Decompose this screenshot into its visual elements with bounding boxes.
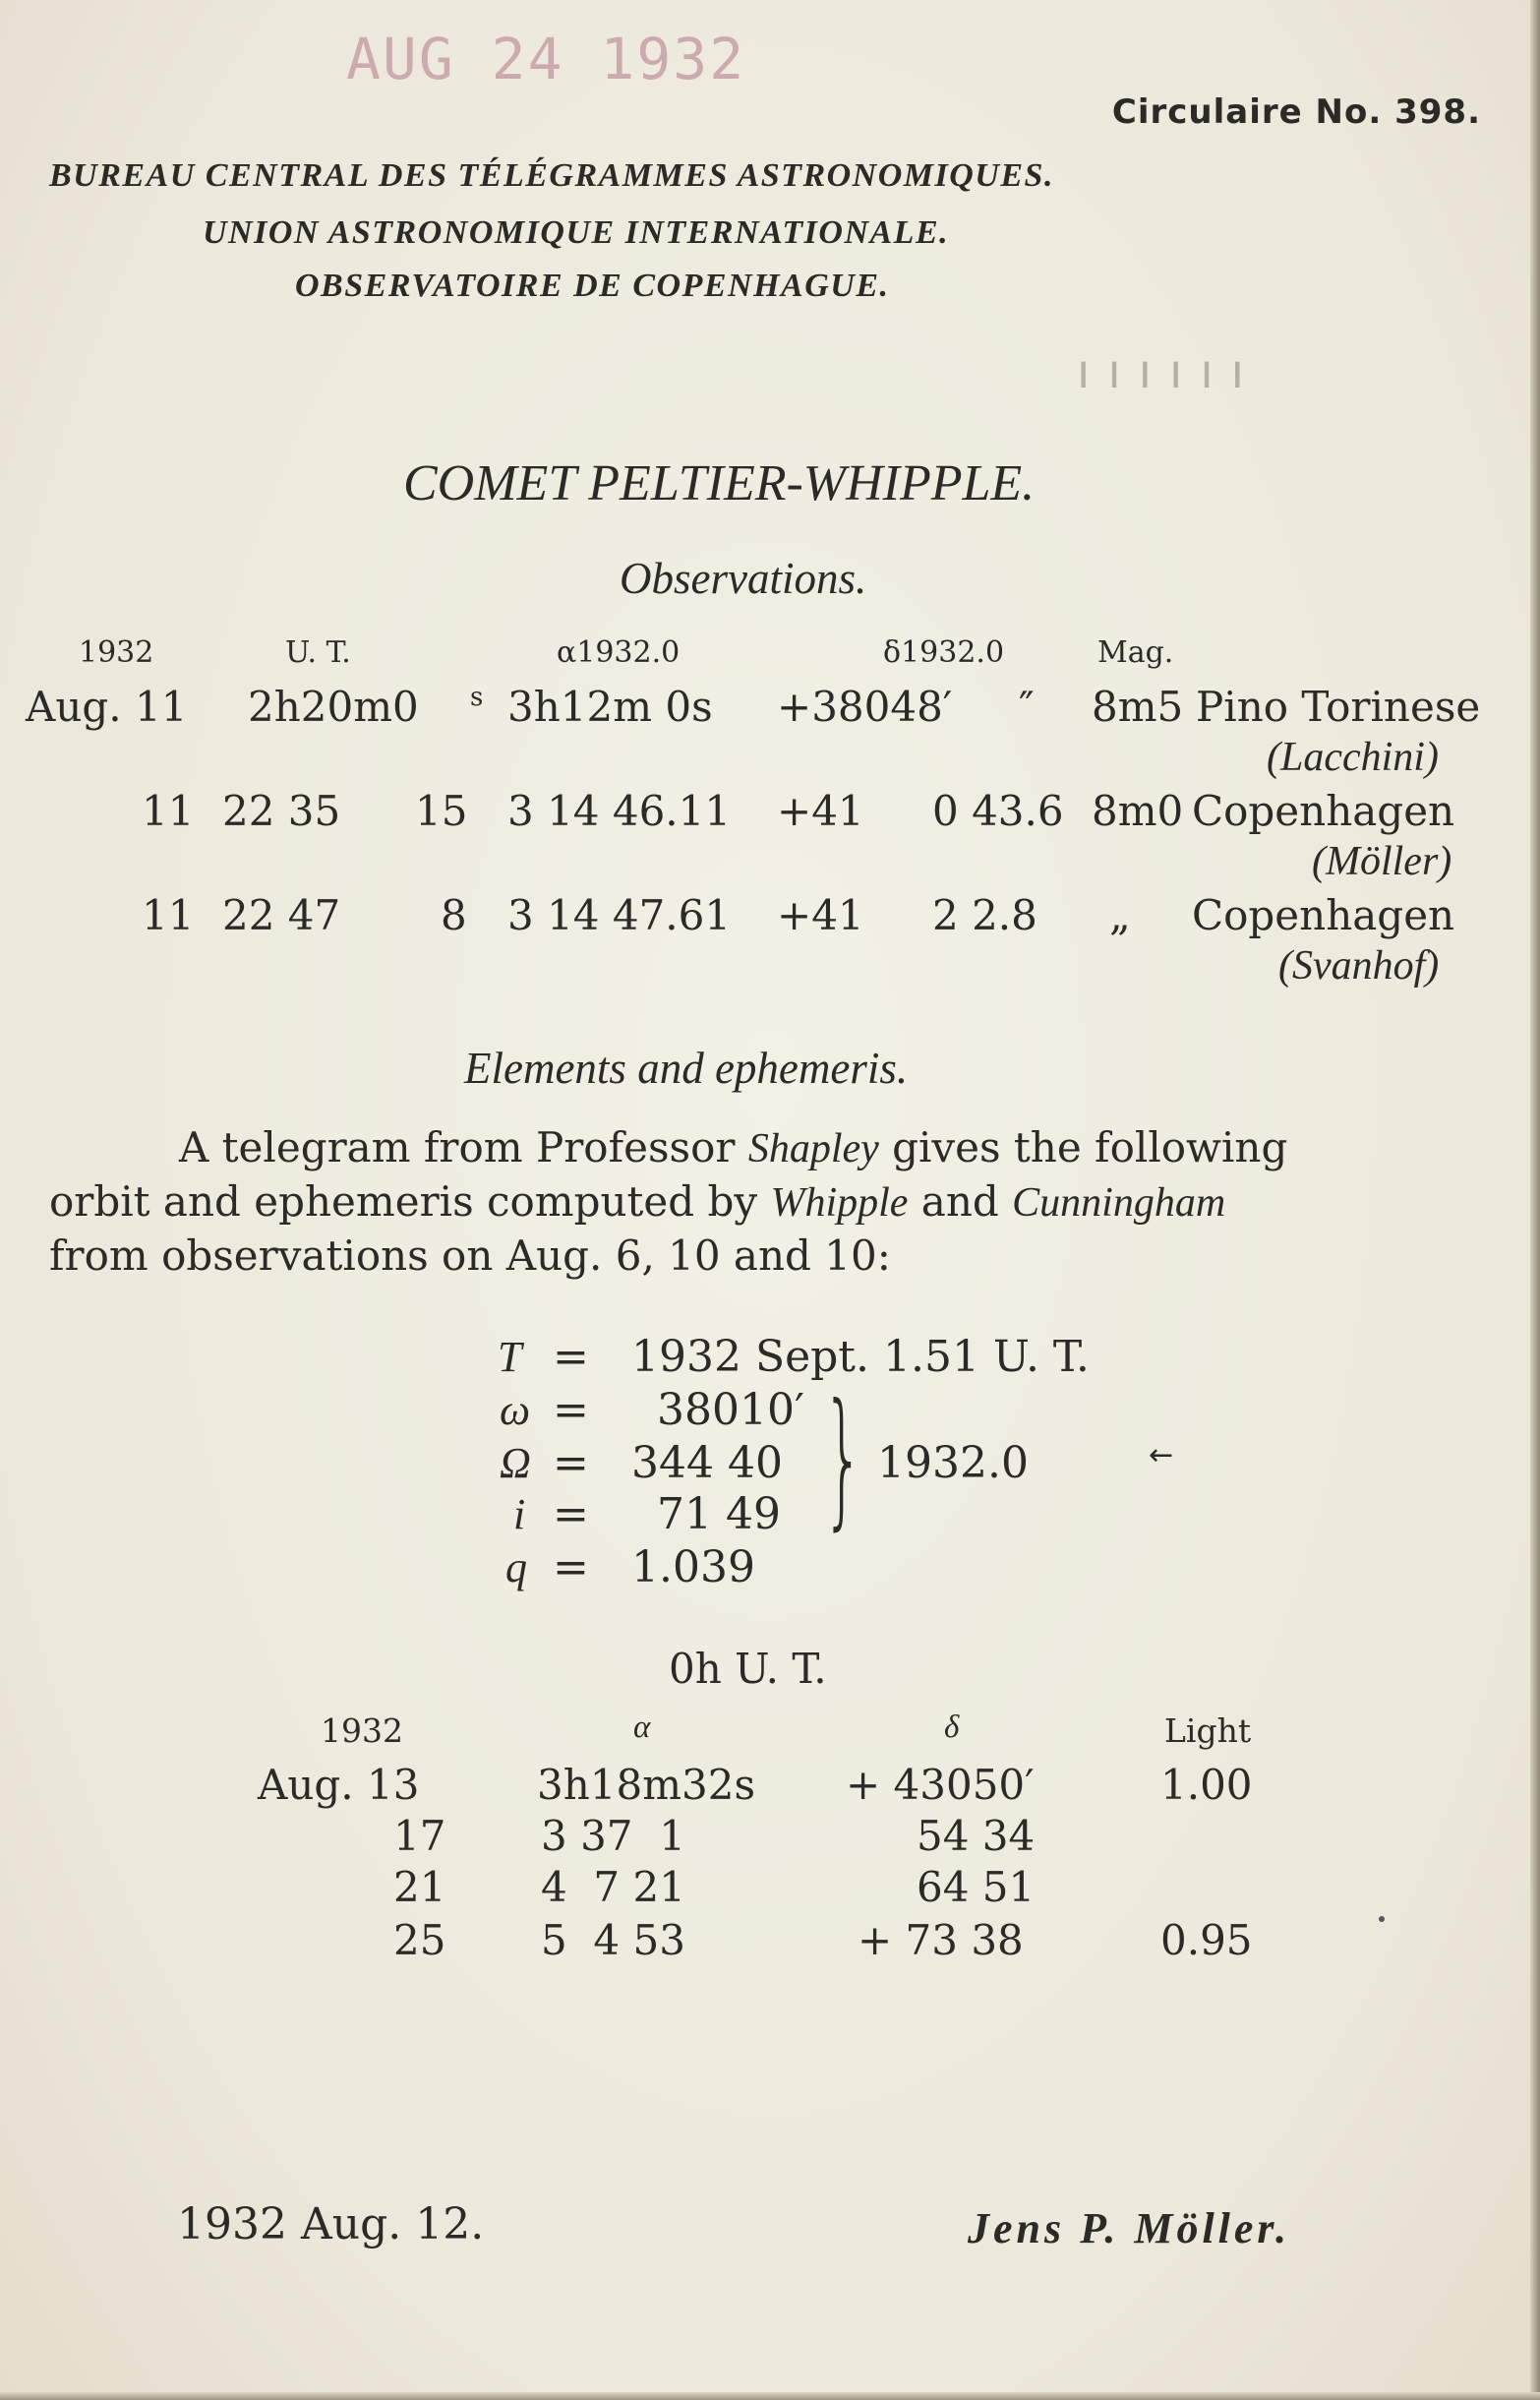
eph-row1-alpha: 3h18m32s — [537, 1761, 756, 1809]
obs-row1-date: Aug. 11 — [26, 683, 188, 731]
paragraph-line3: from observations on Aug. 6, 10 and 10: — [49, 1231, 891, 1280]
element-omega-equals: = — [553, 1385, 589, 1435]
element-node-label: Ω — [500, 1439, 531, 1487]
name-cunningham: Cunningham — [1012, 1180, 1226, 1226]
element-node-value: 344 40 — [631, 1438, 783, 1488]
received-date-stamp: AUG 24 1932 — [346, 26, 746, 92]
element-T-label: T — [498, 1333, 522, 1381]
obs-row1-ut-seconds: s — [470, 683, 484, 712]
element-T-equals: = — [553, 1332, 589, 1382]
eph-row1-delta: + 43050′ — [846, 1761, 1035, 1809]
eph-col-delta: δ — [944, 1710, 960, 1745]
element-i-equals: = — [553, 1489, 589, 1539]
comet-title: COMET PELTIER-WHIPPLE. — [403, 455, 1036, 511]
issue-date: 1932 Aug. 12. — [177, 2199, 485, 2250]
obs-col-mag: Mag. — [1097, 635, 1174, 670]
obs-row2-mag: 8m0 — [1092, 787, 1184, 835]
element-q-label: q — [505, 1543, 527, 1591]
obs-row3-ut: 22 47 — [222, 891, 341, 939]
eph-row4-light: 0.95 — [1160, 1916, 1253, 1964]
eph-col-light: Light — [1164, 1711, 1252, 1750]
paragraph-line2 — [49, 1175, 1287, 1230]
element-omega-label: ω — [500, 1386, 531, 1434]
obs-row2-date: 11 — [142, 787, 195, 835]
obs-row3-observer: (Svanhof) — [1278, 943, 1440, 989]
obs-row1-observer: (Lacchini) — [1267, 735, 1439, 780]
eph-row4-delta: + 73 38 — [858, 1916, 1024, 1964]
obs-row3-place: Copenhagen — [1192, 891, 1455, 939]
obs-row1-delta: +38048′ — [777, 683, 953, 731]
obs-row2-alpha: 3 14 46.11 — [507, 787, 732, 835]
obs-row3-ut-seconds: 8 — [441, 891, 467, 939]
margin-arrow-mark: ← — [1149, 1438, 1174, 1472]
obs-col-year: 1932 — [79, 635, 154, 670]
ink-speck — [1379, 1916, 1385, 1922]
eph-row3-delta: 64 51 — [917, 1863, 1036, 1911]
eph-row1-light: 1.00 — [1160, 1761, 1253, 1809]
eph-row3-alpha: 4 7 21 — [541, 1863, 685, 1911]
eph-row2-alpha: 3 37 1 — [541, 1812, 685, 1860]
eph-row3-date: 21 — [393, 1863, 446, 1911]
obs-row1-ut: 2h20m0 — [248, 683, 419, 731]
obs-row2-ut: 22 35 — [222, 787, 341, 835]
ephemeris-heading: 0h U. T. — [669, 1645, 827, 1693]
name-shapley: Shapley — [747, 1126, 879, 1171]
obs-row1-place: Pino Torinese — [1196, 683, 1481, 731]
observations-heading: Observations. — [620, 554, 867, 603]
perforation-marks: ıııııı — [1077, 344, 1263, 399]
eph-row2-delta: 54 34 — [917, 1812, 1036, 1860]
obs-row3-delta-seconds: 2 2.8 — [932, 891, 1037, 939]
obs-row2-place: Copenhagen — [1192, 787, 1455, 835]
elements-heading: Elements and ephemeris. — [464, 1044, 909, 1093]
element-node-equals: = — [553, 1438, 589, 1488]
obs-row1-alpha: 3h12m 0s — [507, 683, 713, 731]
paragraph-line1 — [49, 1121, 1287, 1175]
element-q-value: 1.039 — [631, 1542, 755, 1592]
element-omega-value: 38010′ — [657, 1385, 804, 1435]
header-observatory: OBSERVATOIRE DE COPENHAGUE. — [295, 268, 890, 304]
obs-col-delta: δ1932.0 — [883, 635, 1005, 670]
element-T-value: 1932 Sept. 1.51 U. T. — [631, 1332, 1090, 1382]
obs-row2-delta: +41 — [777, 787, 864, 835]
obs-row2-observer: (Möller) — [1312, 839, 1452, 884]
eph-row2-date: 17 — [393, 1812, 446, 1860]
circular-number: Circulaire No. 398. — [1111, 92, 1481, 132]
obs-row1-mag: 8m5 — [1092, 683, 1184, 731]
eph-row4-date: 25 — [393, 1916, 446, 1964]
obs-col-alpha: α1932.0 — [557, 635, 681, 670]
eph-col-alpha: α — [633, 1710, 651, 1745]
eph-row4-alpha: 5 4 53 — [541, 1916, 685, 1964]
obs-row3-alpha: 3 14 47.61 — [507, 891, 732, 939]
equinox-value: 1932.0 — [877, 1438, 1029, 1488]
equinox-brace: } — [822, 1373, 864, 1544]
eph-row1-date: Aug. 13 — [258, 1761, 420, 1809]
signature: Jens P. Möller. — [968, 2204, 1291, 2252]
obs-col-ut: U. T. — [285, 635, 351, 670]
header-bureau: BUREAU CENTRAL DES TÉLÉGRAMMES ASTRONOMIQUES. — [49, 157, 1054, 194]
para-text-3: orbit and ephemeris computed by — [49, 1177, 771, 1226]
page-edge-bottom — [0, 2392, 1540, 2400]
element-i-value: 71 49 — [657, 1489, 781, 1539]
page-edge-right — [1530, 0, 1540, 2400]
para-text-1: A telegram from Professor — [179, 1123, 748, 1171]
obs-row3-mag: „ — [1109, 891, 1131, 939]
obs-row3-date: 11 — [142, 891, 195, 939]
obs-row2-ut-seconds: 15 — [415, 787, 468, 835]
para-text-2: gives the following — [878, 1123, 1288, 1171]
telegram-paragraph — [49, 1121, 1287, 1283]
obs-row2-delta-seconds: 0 43.6 — [932, 787, 1064, 835]
obs-row1-delta-seconds: ″ — [1019, 683, 1035, 731]
para-text-4: and — [908, 1177, 1013, 1226]
eph-col-year: 1932 — [321, 1711, 403, 1750]
header-union: UNION ASTRONOMIQUE INTERNATIONALE. — [203, 214, 950, 251]
name-whipple: Whipple — [770, 1180, 909, 1226]
obs-row3-delta: +41 — [777, 891, 864, 939]
element-q-equals: = — [553, 1542, 589, 1592]
element-i-label: i — [513, 1490, 526, 1538]
